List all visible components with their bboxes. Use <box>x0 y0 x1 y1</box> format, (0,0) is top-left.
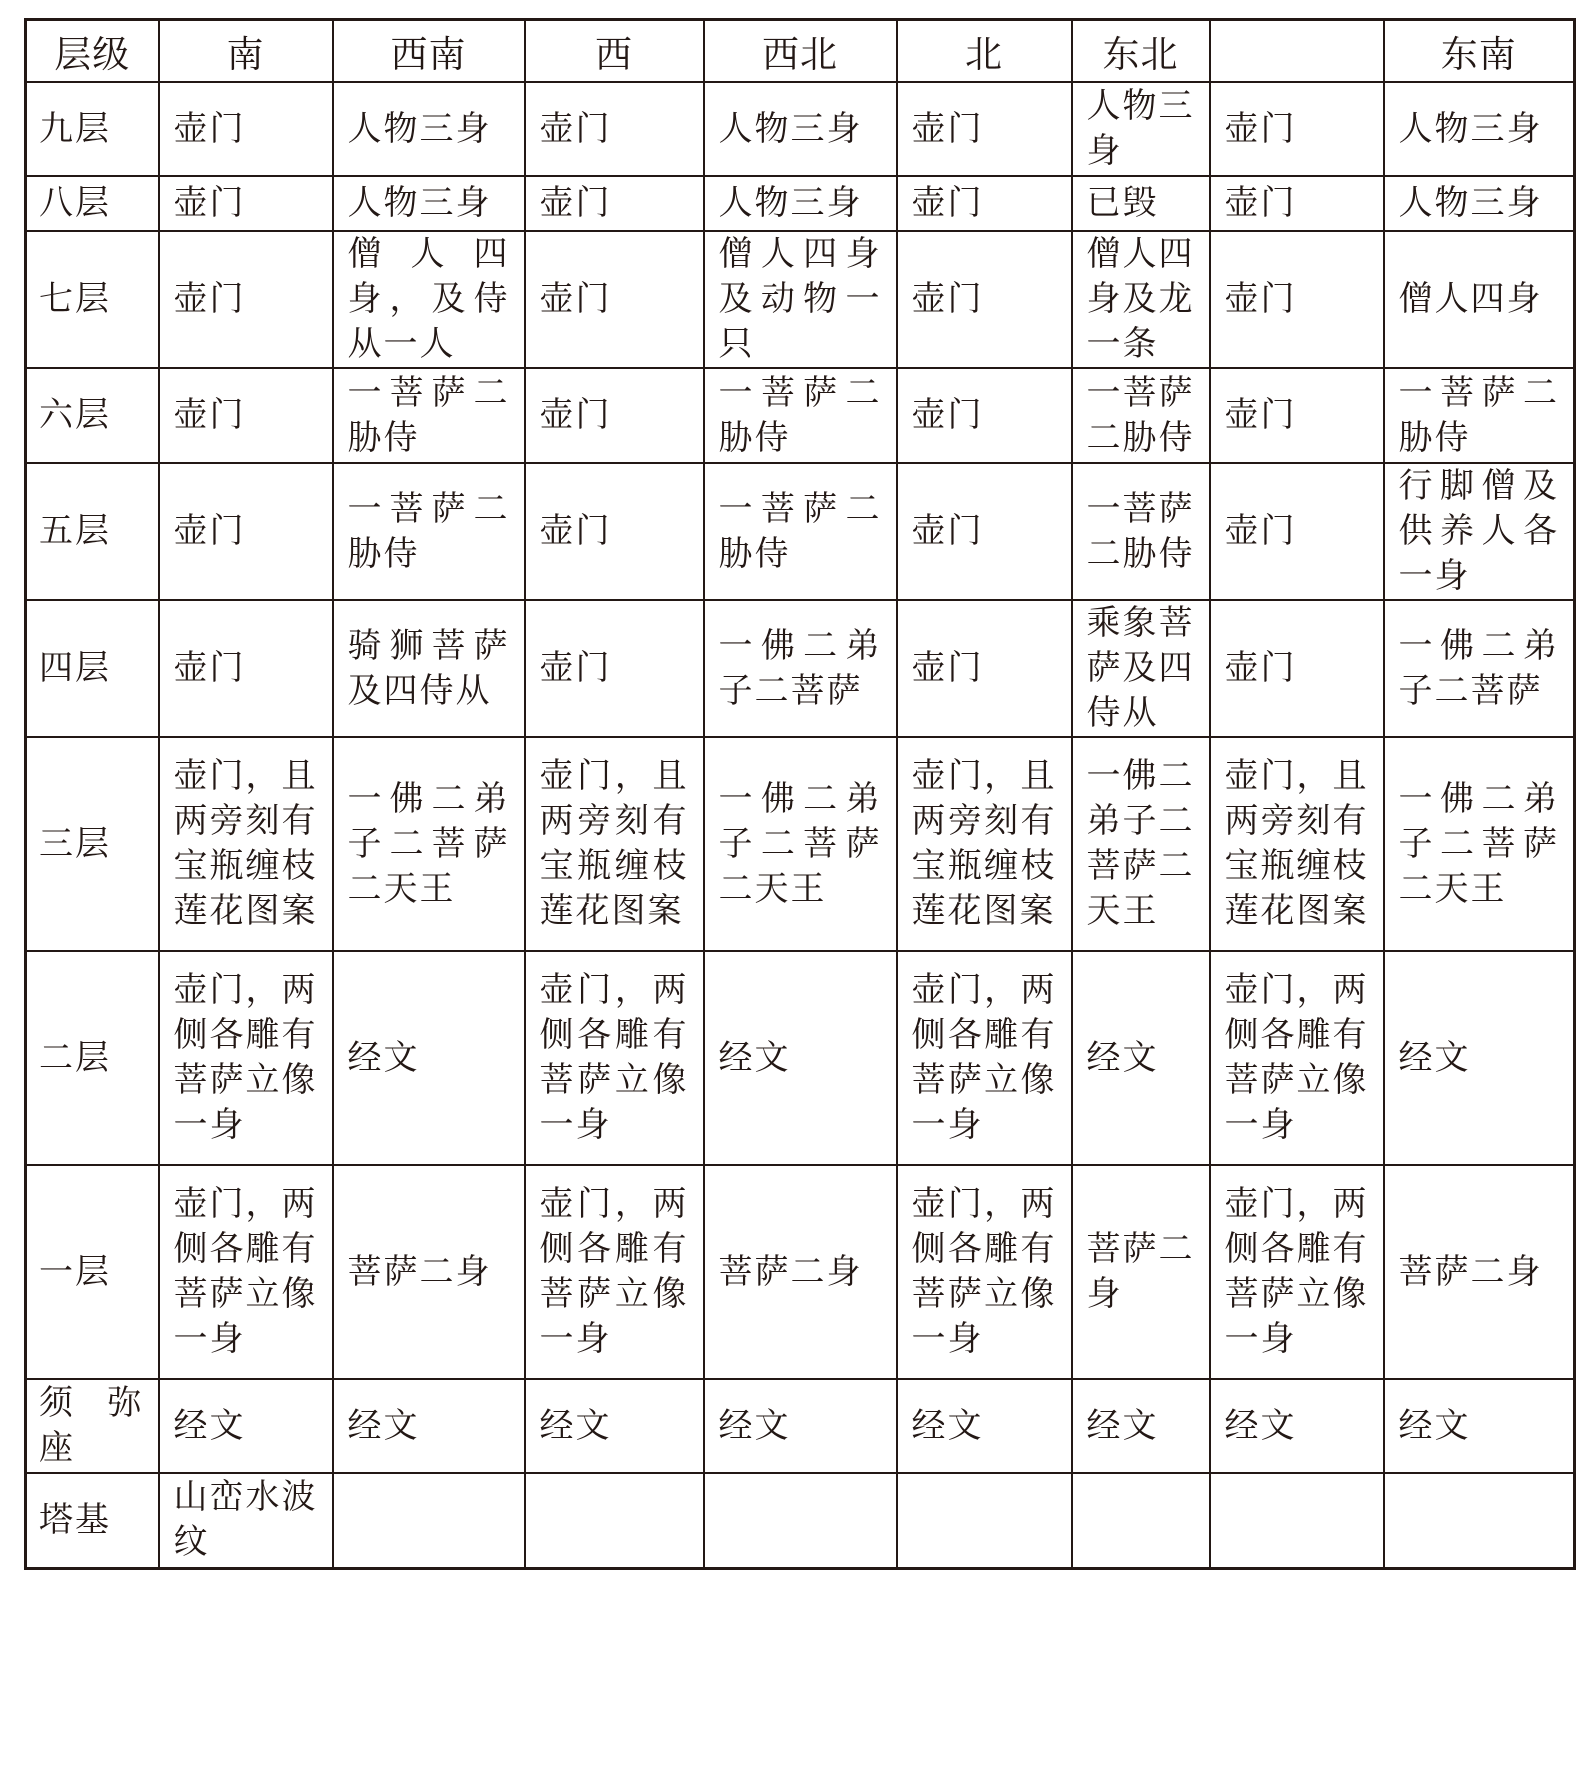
table-cell: 人物三身 <box>704 176 897 231</box>
table-cell: 僧人四身及龙一条 <box>1072 231 1210 368</box>
table-cell: 一菩萨二胁侍 <box>704 368 897 463</box>
table-cell: 僧人四身，及侍从一人 <box>333 231 525 368</box>
table-cell: 一菩萨二胁侍 <box>333 463 525 600</box>
table-cell: 经文 <box>159 1379 333 1473</box>
table-cell: 壶门 <box>897 231 1072 368</box>
table-cell: 壶门 <box>897 600 1072 737</box>
table-cell: 人物三身 <box>704 82 897 176</box>
floor-label: 七层 <box>26 231 159 368</box>
table-cell: 山峦水波纹 <box>159 1473 333 1568</box>
table-cell: 壶门，两侧各雕有菩萨立像一身 <box>897 1165 1072 1379</box>
table-row <box>26 1473 1575 1568</box>
table-cell: 经文 <box>1072 1379 1210 1473</box>
table-cell: 一菩萨二胁侍 <box>333 368 525 463</box>
table-cell: 壶门 <box>159 82 333 176</box>
table-row <box>26 1165 1575 1379</box>
header-northwest: 西北 <box>704 20 897 83</box>
table-row <box>26 737 1575 951</box>
table-cell: 人物三身 <box>1072 82 1210 176</box>
table-cell: 壶门 <box>897 368 1072 463</box>
pagoda-relief-table <box>24 18 1576 1570</box>
table-cell: 壶门，两侧各雕有菩萨立像一身 <box>525 1165 704 1379</box>
table-cell: 壶门 <box>525 176 704 231</box>
table-cell <box>525 1473 704 1568</box>
table-cell: 壶门 <box>159 600 333 737</box>
table-cell <box>1072 1473 1210 1568</box>
table-cell <box>1384 1473 1575 1568</box>
table-cell: 经文 <box>333 951 525 1165</box>
table-cell: 经文 <box>525 1379 704 1473</box>
table-cell <box>704 1473 897 1568</box>
floor-label: 四层 <box>26 600 159 737</box>
table-cell: 骑狮菩萨及四侍从 <box>333 600 525 737</box>
table-cell: 菩萨二身 <box>1384 1165 1575 1379</box>
table-cell: 人物三身 <box>1384 82 1575 176</box>
table-cell: 壶门 <box>159 231 333 368</box>
table-cell: 一佛二弟子二菩萨 <box>1384 600 1575 737</box>
table-cell: 经文 <box>1072 951 1210 1165</box>
table-cell: 乘象菩萨及四侍从 <box>1072 600 1210 737</box>
table-cell <box>333 1473 525 1568</box>
table-cell: 壶门，两侧各雕有菩萨立像一身 <box>1210 1165 1384 1379</box>
table-cell: 菩萨二身 <box>1072 1165 1210 1379</box>
table-cell: 经文 <box>897 1379 1072 1473</box>
table-cell: 行脚僧及供养人各一身 <box>1384 463 1575 600</box>
table-cell: 壶门 <box>1210 368 1384 463</box>
table-row <box>26 82 1575 176</box>
table-cell: 一佛二弟子二菩萨二天王 <box>704 737 897 951</box>
table-cell: 壶门，两侧各雕有菩萨立像一身 <box>897 951 1072 1165</box>
table-cell: 一菩萨二胁侍 <box>1072 368 1210 463</box>
header-blank <box>1210 20 1384 83</box>
table-cell: 已毁 <box>1072 176 1210 231</box>
table-cell: 壶门，两侧各雕有菩萨立像一身 <box>159 1165 333 1379</box>
table-cell: 人物三身 <box>1384 176 1575 231</box>
table-cell: 壶门，且两旁刻有宝瓶缠枝莲花图案 <box>897 737 1072 951</box>
table-row <box>26 368 1575 463</box>
table-cell: 壶门 <box>159 368 333 463</box>
table-cell: 壶门，且两旁刻有宝瓶缠枝莲花图案 <box>525 737 704 951</box>
header-north: 北 <box>897 20 1072 83</box>
floor-label: 八层 <box>26 176 159 231</box>
table-cell: 人物三身 <box>333 176 525 231</box>
table-cell: 壶门 <box>1210 176 1384 231</box>
table-cell: 一菩萨二胁侍 <box>704 463 897 600</box>
table-cell: 僧人四身及动物一只 <box>704 231 897 368</box>
table-cell: 壶门，两侧各雕有菩萨立像一身 <box>1210 951 1384 1165</box>
table-cell: 壶门 <box>159 463 333 600</box>
table-cell: 一菩萨二胁侍 <box>1072 463 1210 600</box>
table-cell: 一佛二弟子二菩萨二天王 <box>333 737 525 951</box>
table-cell: 壶门 <box>897 176 1072 231</box>
table-cell: 壶门 <box>1210 231 1384 368</box>
table-cell: 壶门 <box>525 368 704 463</box>
table-cell: 菩萨二身 <box>333 1165 525 1379</box>
table-cell: 壶门 <box>897 463 1072 600</box>
table-cell: 壶门，且两旁刻有宝瓶缠枝莲花图案 <box>1210 737 1384 951</box>
table-cell: 壶门 <box>525 600 704 737</box>
table-cell: 壶门，两侧各雕有菩萨立像一身 <box>159 951 333 1165</box>
table-cell: 经文 <box>333 1379 525 1473</box>
floor-label: 须弥座 <box>26 1379 159 1473</box>
table-cell: 菩萨二身 <box>704 1165 897 1379</box>
table-row <box>26 600 1575 737</box>
table-row <box>26 1379 1575 1473</box>
floor-label: 九层 <box>26 82 159 176</box>
table-row <box>26 463 1575 600</box>
table-cell <box>897 1473 1072 1568</box>
table-cell: 壶门 <box>897 82 1072 176</box>
table-row <box>26 176 1575 231</box>
table-cell: 壶门 <box>1210 463 1384 600</box>
table-cell: 经文 <box>704 951 897 1165</box>
table-cell: 壶门 <box>525 463 704 600</box>
table-cell: 壶门 <box>159 176 333 231</box>
table-cell: 壶门 <box>525 231 704 368</box>
table-row <box>26 231 1575 368</box>
table-cell: 经文 <box>1384 951 1575 1165</box>
table-cell: 壶门 <box>1210 82 1384 176</box>
floor-label: 六层 <box>26 368 159 463</box>
table-header <box>26 20 1575 83</box>
table-cell: 壶门 <box>1210 600 1384 737</box>
floor-label: 五层 <box>26 463 159 600</box>
table-cell: 经文 <box>704 1379 897 1473</box>
header-southwest: 西南 <box>333 20 525 83</box>
table-cell: 人物三身 <box>333 82 525 176</box>
header-row <box>26 20 1575 83</box>
floor-label: 三层 <box>26 737 159 951</box>
table-cell: 壶门，且两旁刻有宝瓶缠枝莲花图案 <box>159 737 333 951</box>
floor-label: 二层 <box>26 951 159 1165</box>
table-cell: 一佛二弟子二菩萨二天王 <box>1384 737 1575 951</box>
table-cell: 僧人四身 <box>1384 231 1575 368</box>
table-body <box>26 82 1575 1568</box>
header-southeast: 东南 <box>1384 20 1575 83</box>
header-west: 西 <box>525 20 704 83</box>
header-floor: 层级 <box>26 20 159 83</box>
floor-label: 塔基 <box>26 1473 159 1568</box>
table-cell: 经文 <box>1384 1379 1575 1473</box>
table-cell: 一佛二弟子二菩萨 <box>704 600 897 737</box>
table-cell <box>1210 1473 1384 1568</box>
table-row <box>26 951 1575 1165</box>
table-cell: 一佛二弟子二菩萨二天王 <box>1072 737 1210 951</box>
header-northeast: 东北 <box>1072 20 1210 83</box>
floor-label: 一层 <box>26 1165 159 1379</box>
table-cell: 经文 <box>1210 1379 1384 1473</box>
table-cell: 一菩萨二胁侍 <box>1384 368 1575 463</box>
table-cell: 壶门 <box>525 82 704 176</box>
table-cell: 壶门，两侧各雕有菩萨立像一身 <box>525 951 704 1165</box>
header-south: 南 <box>159 20 333 83</box>
